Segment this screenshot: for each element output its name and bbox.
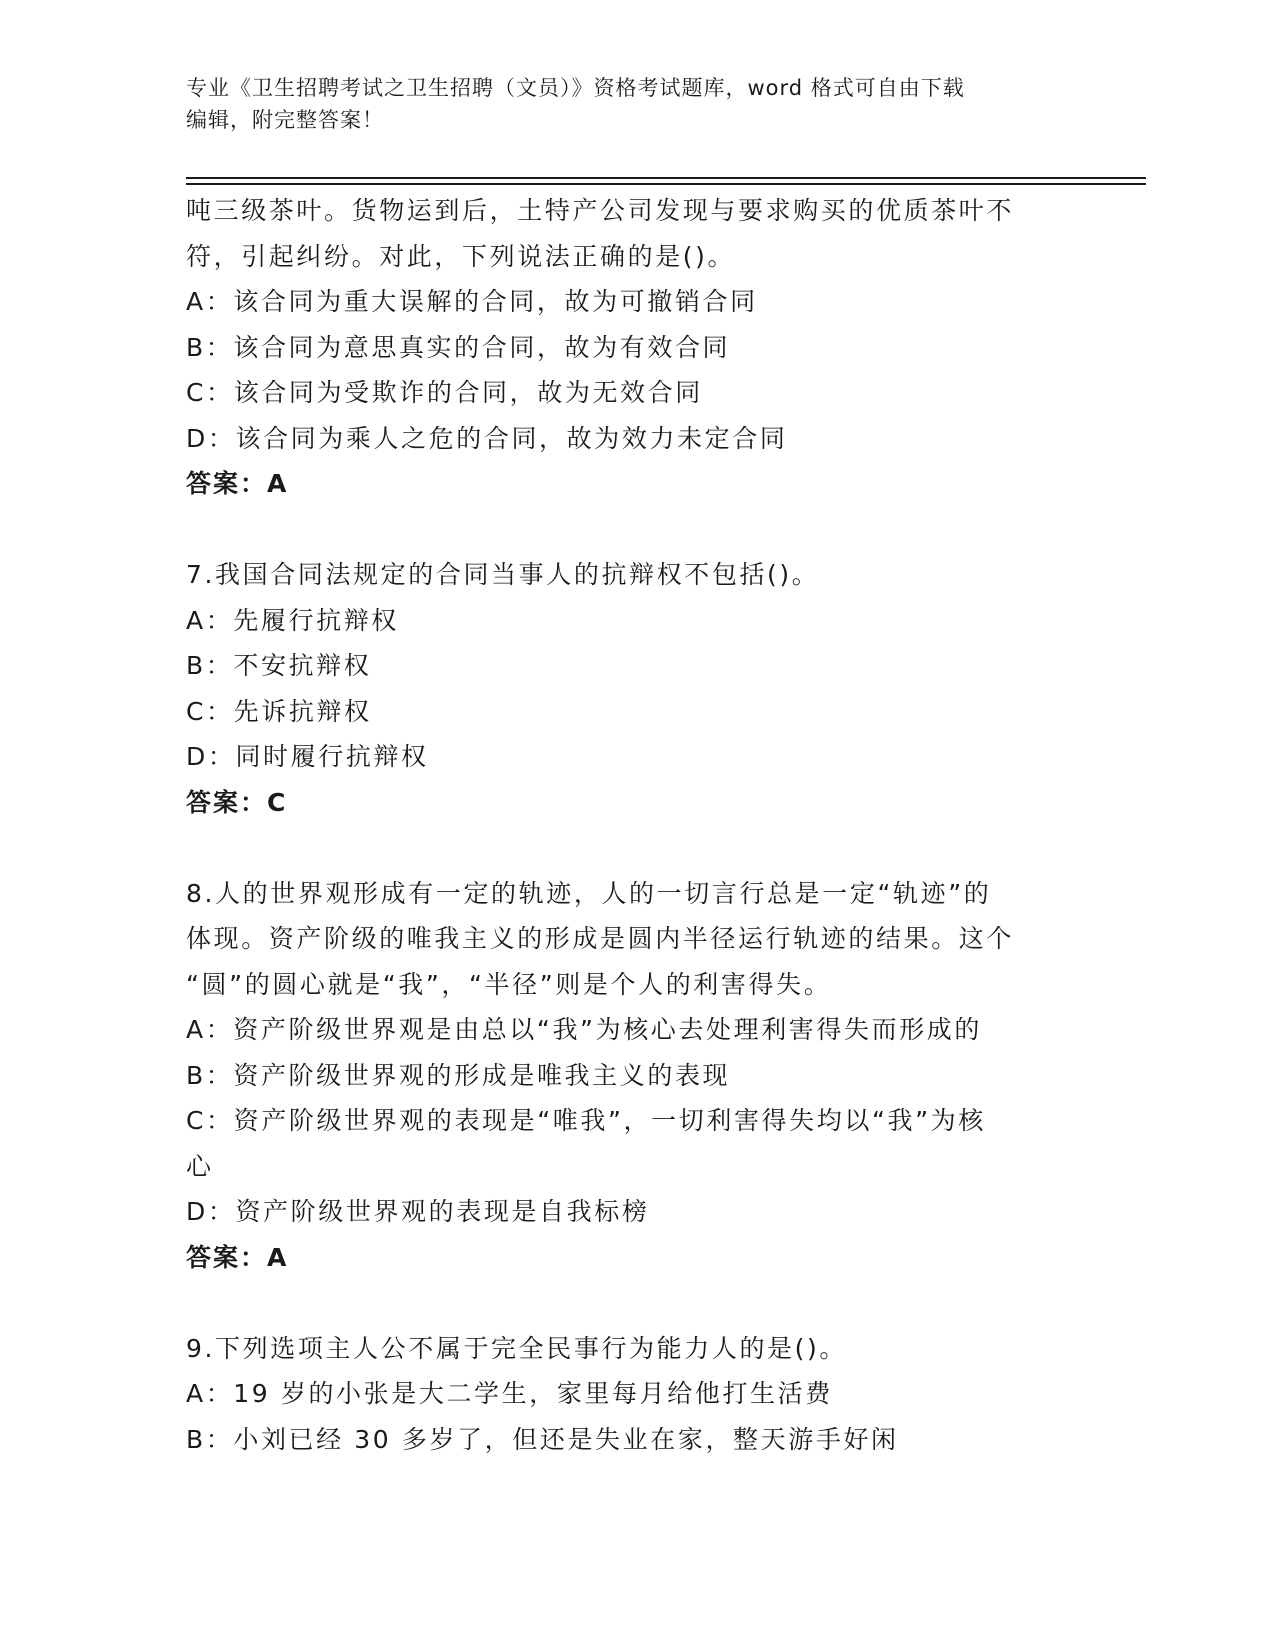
option-a: A：19 岁的小张是大二学生，家里每月给他打生活费 [186, 1379, 833, 1408]
question-content [186, 188, 1086, 1462]
spacer [186, 507, 1086, 553]
option-b: B：不安抗辩权 [186, 651, 372, 680]
header-rule-top [186, 177, 1146, 179]
question-6 [186, 188, 1086, 507]
question-8 [186, 871, 1086, 1281]
header-rule-bottom [186, 183, 1146, 185]
option-c-continuation: 心 [186, 1151, 214, 1181]
answer-line: 答案：C [186, 787, 288, 817]
option-c: C：资产阶级世界观的表现是“唯我”，一切利害得失均以“我”为核 [186, 1106, 986, 1135]
answer-line: 答案：A [186, 469, 289, 498]
question-stem-line: 吨三级茶叶。货物运到后，土特产公司发现与要求购买的优质茶叶不 [186, 196, 1015, 225]
option-c: C：先诉抗辩权 [186, 696, 372, 726]
answer-line: 答案：A [186, 1242, 289, 1272]
question-stem-line: 8.人的世界观形成有一定的轨迹，人的一切言行总是一定“轨迹”的 [186, 878, 992, 908]
option-d: D：资产阶级世界观的表现是自我标榜 [186, 1197, 650, 1226]
page-header [186, 72, 1086, 136]
option-c: C：该合同为受欺诈的合同，故为无效合同 [186, 378, 703, 407]
question-9 [186, 1326, 1086, 1463]
question-stem-line: 9.下列选项主人公不属于完全民事行为能力人的是()。 [186, 1333, 847, 1363]
option-d: D：同时履行抗辩权 [186, 742, 429, 771]
spacer [186, 825, 1086, 871]
question-7 [186, 552, 1086, 825]
question-stem-line: 符，引起纠纷。对此，下列说法正确的是()。 [186, 241, 736, 271]
question-stem-line: 体现。资产阶级的唯我主义的形成是圆内半径运行轨迹的结果。这个 [186, 924, 1015, 953]
option-b: B：该合同为意思真实的合同，故为有效合同 [186, 332, 731, 362]
option-d: D：该合同为乘人之危的合同，故为效力未定合同 [186, 423, 788, 453]
option-b: B：小刘已经 30 多岁了，但还是失业在家，整天游手好闲 [186, 1424, 899, 1454]
header-line-1: 专业《卫生招聘考试之卫生招聘（文员）》资格考试题库，word 格式可自由下载 [186, 76, 965, 100]
option-a: A：资产阶级世界观是由总以“我”为核心去处理利害得失而形成的 [186, 1015, 983, 1044]
option-b: B：资产阶级世界观的形成是唯我主义的表现 [186, 1060, 731, 1090]
question-stem-line: 7.我国合同法规定的合同当事人的抗辩权不包括()。 [186, 560, 820, 589]
header-line-2: 编辑，附完整答案！ [186, 108, 384, 132]
spacer [186, 1280, 1086, 1326]
option-a: A：该合同为重大误解的合同，故为可撤销合同 [186, 287, 758, 316]
question-stem-line: “圆”的圆心就是“我”，“半径”则是个人的利害得失。 [186, 969, 832, 999]
option-a: A：先履行抗辩权 [186, 605, 399, 635]
